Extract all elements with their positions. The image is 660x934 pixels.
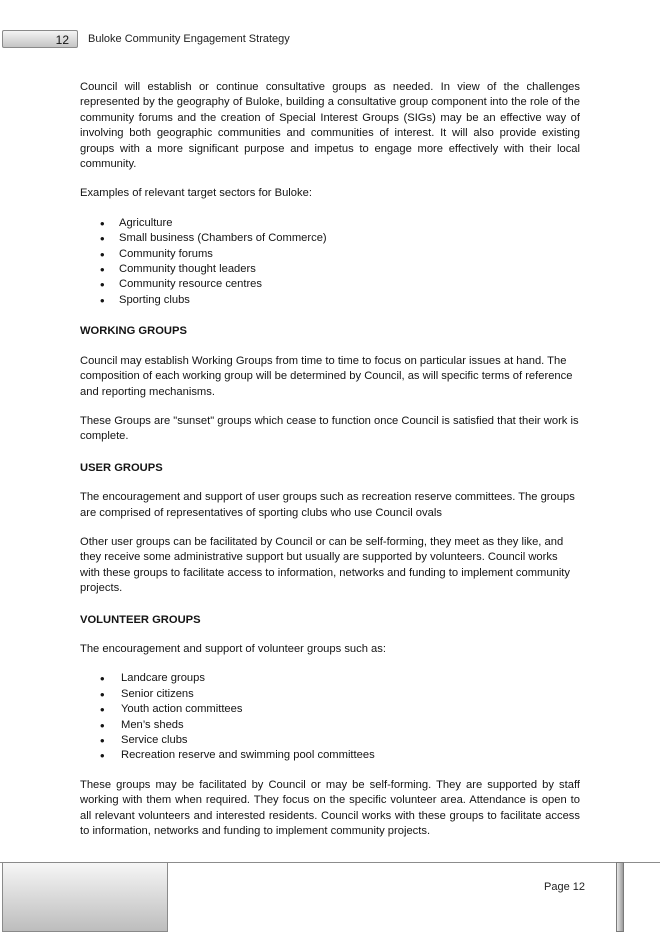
user-groups-paragraph-2: Other user groups can be facilitated by Council or can be self-forming, they meet as they like, and they receive some administrative support but usually are supported by volunteers. Council works with these groups to facilitate access to information, networks and funding to implement community projects. bbox=[80, 535, 571, 595]
list-item: • Service clubs bbox=[80, 733, 580, 748]
list-item: • Senior citizens bbox=[80, 687, 580, 702]
page-number-tab bbox=[2, 30, 78, 48]
list-item: • Sporting clubs bbox=[80, 293, 580, 308]
working-groups-paragraph-2: These Groups are "sunset" groups which cease to function once Council is satisfied that their work is complete. bbox=[80, 414, 579, 443]
list-item: • Community forums bbox=[80, 247, 580, 262]
volunteer-groups-closing: These groups may be facilitated by Council or may be self-forming. They are supported by staff working with them when required. They focus on the specific volunteer area. Attendance is open to all relevant volunteers and interested residents. Council works with these groups to facilitate access to information, networks and funding to implement community projects. bbox=[80, 778, 580, 838]
footer-decoration-bar bbox=[616, 862, 624, 932]
volunteer-groups-lead: The encouragement and support of volunteer groups such as: bbox=[80, 642, 386, 655]
page-body bbox=[80, 80, 580, 839]
user-groups-heading: USER GROUPS bbox=[80, 461, 163, 474]
footer-decoration-box bbox=[2, 862, 168, 932]
volunteer-groups-heading: VOLUNTEER GROUPS bbox=[80, 613, 201, 626]
sectors-list bbox=[80, 216, 580, 308]
list-item: • Small business (Chambers of Commerce) bbox=[80, 231, 580, 246]
footer-page-label: Page 12 bbox=[544, 881, 585, 893]
document-title: Buloke Community Engagement Strategy bbox=[88, 33, 290, 45]
list-item: • Community thought leaders bbox=[80, 262, 580, 277]
list-item: • Youth action committees bbox=[80, 702, 580, 717]
sectors-lead: Examples of relevant target sectors for Buloke: bbox=[80, 187, 312, 200]
working-groups-heading: WORKING GROUPS bbox=[80, 325, 187, 338]
list-item: • Community resource centres bbox=[80, 277, 580, 292]
list-item: • Landcare groups bbox=[80, 671, 580, 686]
volunteer-groups-list bbox=[80, 671, 580, 763]
user-groups-paragraph-1: The encouragement and support of user groups such as recreation reserve committees. The groups are comprised of representatives of sporting clubs who use Council ovals bbox=[80, 491, 575, 519]
intro-paragraph: Council will establish or continue consultative groups as needed. In view of the challenges represented by the geography of Buloke, building a consultative group component into the role of the community forums and the creation of Special Interest Groups (SIGs) may be an effective way of involving both geographic communities and communities of interest. It will also provide existing groups with a more significant purpose and impetus to engage more effectively with their local community. bbox=[80, 81, 580, 171]
list-item: • Men’s sheds bbox=[80, 718, 580, 733]
list-item: • Agriculture bbox=[80, 216, 580, 231]
list-item: • Recreation reserve and swimming pool committees bbox=[80, 748, 580, 763]
page-number: 12 bbox=[55, 33, 69, 47]
working-groups-paragraph-1: Council may establish Working Groups from time to time to focus on particular issues at hand. The composition of each working group will be determined by Council, as will specific terms of reference and reporting mechanisms. bbox=[80, 354, 573, 398]
